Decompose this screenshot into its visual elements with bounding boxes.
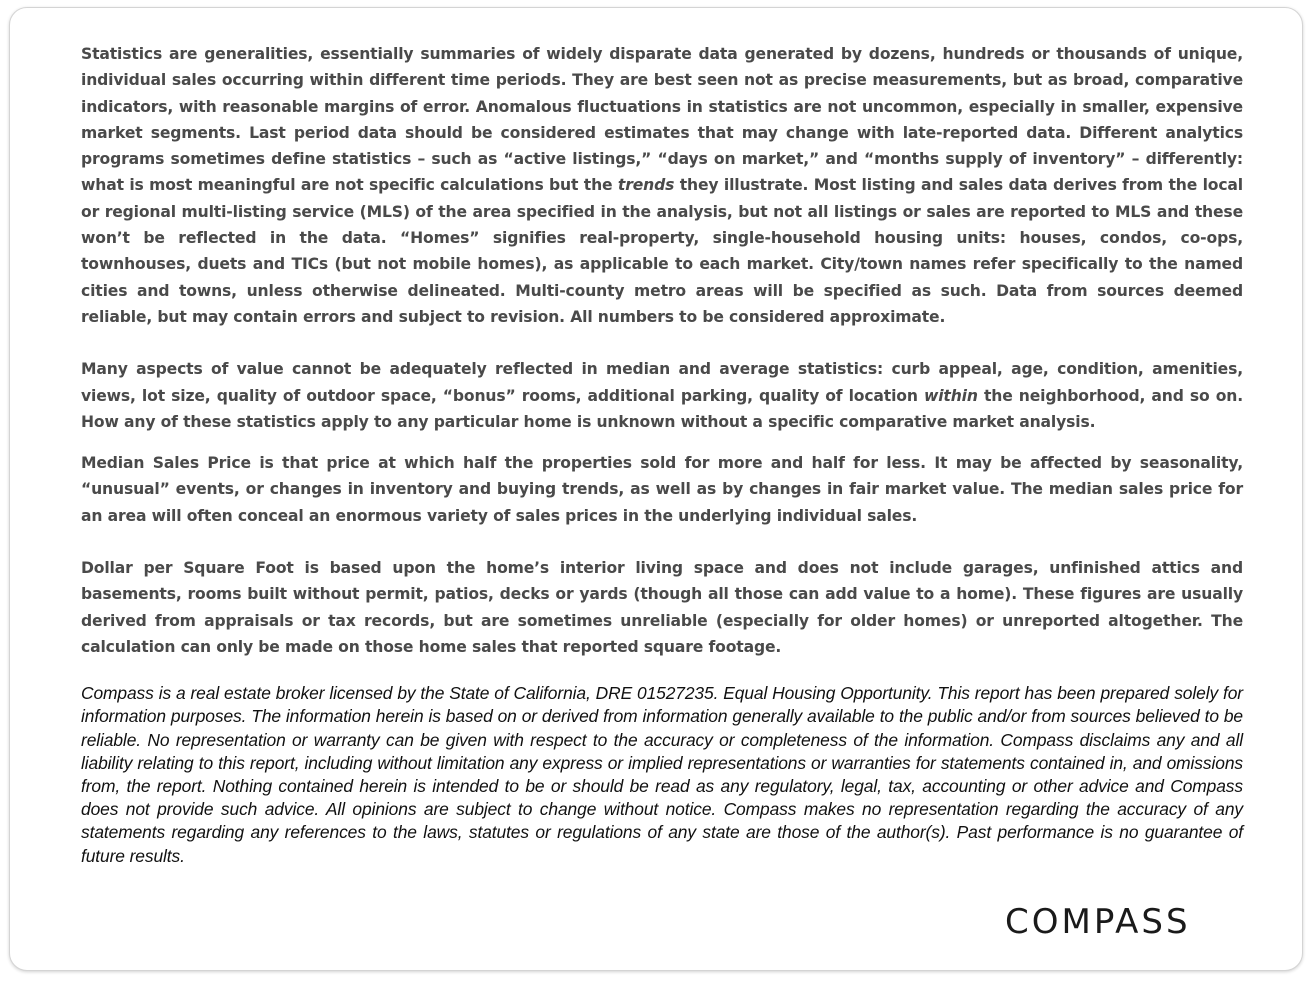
content-card xyxy=(9,7,1303,971)
legal-disclaimer: Compass is a real estate broker licensed by the State of California, DRE 01527235. Equal Housing Opportunity. This report has been prepared solely for information purposes. The information herein is based on or derived from information generally available to the public and/or from sources believed to be reliable. No representation or warranty can be given with respect to the accuracy or completeness of the information. Compass disclaims any and all liability relating to this report, including without limitation any express or implied representations or warranties for statements contained in, and omissions from, the report. Nothing contained herein is intended to be or should be read as any regulatory, legal, tax, accounting or other advice and Compass does not provide such advice. All opinions are subject to change without notice. Compass makes no representation regarding the accuracy of any statements regarding any references to the laws, statutes or regulations of any state are those of the author(s). Past performance is no guarantee of future results. xyxy=(81,683,1243,866)
compass-logo: COMPASS xyxy=(1005,902,1191,942)
statistics-text-end: they illustrate. Most listing and sales data derives from the local or regional multi-listing service (MLS) of the area specified in the analysis, but not all listings or sales are reported to MLS and these won’t be reflected in the data. “Homes” signifies real-property, single-household housing units: houses, condos, co-ops, townhouses, duets and TICs (but not mobile homes), as applicable to each market. City/town names refer specifically to the named cities and towns, unless otherwise delineated. Multi-county metro areas will be specified as such. Data from sources deemed reliable, but may contain errors and subject to revision. All numbers to be considered approximate. xyxy=(81,176,1243,326)
statistics-text-start: Statistics are generalities, essentially summaries of widely disparate data generated by dozens, hundreds or thousands of unique, individual sales occurring within different time periods. They are best seen not as precise measurements, but as broad, comparative indicators, with reasonable margins of error. Anomalous fluctuations in statistics are not uncommon, especially in smaller, expensive market segments. Last period data should be considered estimates that may change with late-reported data. Different analytics programs sometimes define statistics – such as “active listings,” “days on market,” and “months supply of inventory” – differently: what is most meaningful are not specific calculations but the xyxy=(81,45,1243,195)
value-aspects-paragraph xyxy=(81,356,1243,435)
statistics-paragraph xyxy=(81,41,1243,330)
dollar-per-sqft-paragraph: Dollar per Square Foot is based upon the home’s interior living space and does not include garages, unfinished attics and basements, rooms built without permit, patios, decks or yards (though all those can add value to a home). These figures are usually derived from appraisals or tax records, but are sometimes unreliable (especially for older homes) or unreported altogether. The calculation can only be made on those home sales that reported square footage. xyxy=(81,559,1243,656)
value-aspects-text-start: Many aspects of value cannot be adequately reflected in median and average statistics: curb appeal, age, condition, amenities, views, lot size, quality of outdoor space, “bonus” rooms, additional parking, quality of location xyxy=(81,360,1243,405)
trends-emphasis: trends xyxy=(617,176,675,195)
median-sales-price-paragraph: Median Sales Price is that price at which half the properties sold for more and half for less. It may be affected by seasonality, “unusual” events, or changes in inventory and buying trends, as well as by changes in fair market value. The median sales price for an area will often conceal an enormous variety of sales prices in the underlying individual sales. xyxy=(81,454,1243,525)
value-aspects-text-end: the neighborhood, and so on. How any of these statistics apply to any particular home is unknown without a specific comparative market analysis. xyxy=(81,386,1243,431)
document-body xyxy=(81,41,1243,868)
within-emphasis: within xyxy=(923,386,978,405)
